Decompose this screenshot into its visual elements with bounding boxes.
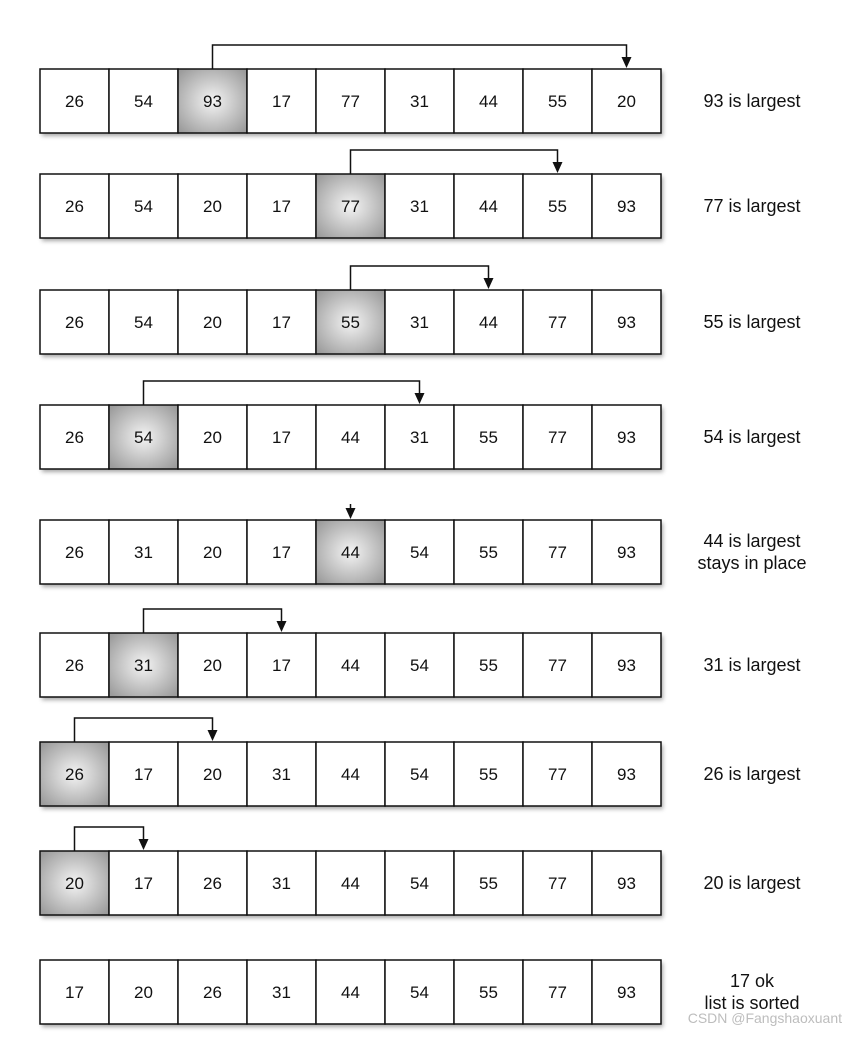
- cell-value: 31: [134, 656, 153, 675]
- swap-arrow-head: [139, 839, 149, 850]
- cell-value: 44: [479, 313, 498, 332]
- cell-value: 26: [65, 765, 84, 784]
- cell-value: 44: [341, 428, 360, 447]
- cell-value: 31: [410, 197, 429, 216]
- sort-step-row: [40, 381, 801, 469]
- cell-value: 77: [341, 197, 360, 216]
- cell-value: 55: [479, 874, 498, 893]
- cell-value: 17: [134, 874, 153, 893]
- cell-value: 26: [65, 92, 84, 111]
- cell-value: 20: [65, 874, 84, 893]
- cell-value: 93: [617, 765, 636, 784]
- cell-value: 31: [410, 92, 429, 111]
- cell-value: 26: [203, 874, 222, 893]
- cell-value: 26: [65, 428, 84, 447]
- step-caption: 44 is largest: [703, 531, 801, 551]
- swap-arrow-head: [622, 57, 632, 68]
- cell-value: 93: [617, 197, 636, 216]
- swap-arrow-line: [75, 718, 213, 742]
- sort-step-row: [40, 827, 801, 915]
- cell-value: 20: [203, 428, 222, 447]
- step-caption: 54 is largest: [703, 427, 801, 447]
- cell-value: 44: [341, 983, 360, 1002]
- swap-arrow-line: [144, 609, 282, 633]
- cell-value: 54: [134, 197, 153, 216]
- cell-value: 93: [617, 313, 636, 332]
- sort-step-row: [40, 960, 800, 1024]
- cell-value: 17: [272, 313, 291, 332]
- cell-value: 20: [203, 543, 222, 562]
- cell-value: 26: [203, 983, 222, 1002]
- cell-value: 54: [410, 656, 429, 675]
- cell-value: 55: [479, 765, 498, 784]
- cell-value: 77: [341, 92, 360, 111]
- cell-value: 31: [134, 543, 153, 562]
- cell-value: 20: [134, 983, 153, 1002]
- step-caption: 31 is largest: [703, 655, 801, 675]
- cell-value: 20: [617, 92, 636, 111]
- swap-arrow-line: [144, 381, 420, 405]
- cell-value: 44: [341, 543, 360, 562]
- cell-value: 17: [272, 197, 291, 216]
- cell-value: 93: [617, 874, 636, 893]
- cell-value: 20: [203, 765, 222, 784]
- swap-arrow-line: [351, 150, 558, 174]
- cell-value: 93: [617, 543, 636, 562]
- swap-arrow-line: [213, 45, 627, 69]
- cell-value: 17: [272, 543, 291, 562]
- cell-value: 20: [203, 656, 222, 675]
- cell-value: 77: [548, 656, 567, 675]
- cell-value: 31: [410, 313, 429, 332]
- cell-value: 20: [203, 197, 222, 216]
- swap-arrow-head: [415, 393, 425, 404]
- cell-value: 54: [134, 92, 153, 111]
- cell-value: 55: [548, 197, 567, 216]
- cell-value: 44: [341, 656, 360, 675]
- sort-step-row: [40, 504, 807, 584]
- cell-value: 44: [341, 765, 360, 784]
- cell-value: 26: [65, 543, 84, 562]
- cell-value: 55: [341, 313, 360, 332]
- cell-value: 26: [65, 656, 84, 675]
- cell-value: 31: [272, 765, 291, 784]
- cell-value: 55: [479, 428, 498, 447]
- cell-value: 17: [134, 765, 153, 784]
- cell-value: 54: [134, 428, 153, 447]
- cell-value: 44: [479, 197, 498, 216]
- cell-value: 93: [203, 92, 222, 111]
- cell-value: 44: [341, 874, 360, 893]
- cell-value: 17: [65, 983, 84, 1002]
- step-caption: 93 is largest: [703, 91, 801, 111]
- cell-value: 55: [479, 656, 498, 675]
- cell-value: 77: [548, 765, 567, 784]
- cell-value: 77: [548, 874, 567, 893]
- cell-value: 20: [203, 313, 222, 332]
- cell-value: 17: [272, 92, 291, 111]
- cell-value: 54: [410, 874, 429, 893]
- sort-step-row: [40, 609, 801, 697]
- swap-arrow-line: [351, 266, 489, 290]
- stay-arrow-head: [346, 508, 356, 519]
- sort-step-row: [40, 45, 801, 133]
- sort-step-row: [40, 718, 801, 806]
- cell-value: 17: [272, 656, 291, 675]
- cell-value: 54: [410, 543, 429, 562]
- cell-value: 31: [272, 983, 291, 1002]
- step-caption: list is sorted: [704, 993, 800, 1013]
- cell-value: 26: [65, 313, 84, 332]
- cell-value: 77: [548, 543, 567, 562]
- step-caption: 55 is largest: [703, 312, 801, 332]
- cell-value: 77: [548, 428, 567, 447]
- swap-arrow-line: [75, 827, 144, 851]
- cell-value: 44: [479, 92, 498, 111]
- cell-value: 54: [410, 765, 429, 784]
- cell-value: 77: [548, 313, 567, 332]
- cell-value: 31: [272, 874, 291, 893]
- cell-value: 77: [548, 983, 567, 1002]
- step-caption: 17 ok: [729, 971, 775, 991]
- step-caption: 20 is largest: [703, 873, 801, 893]
- step-caption: 77 is largest: [703, 196, 801, 216]
- step-caption: 26 is largest: [703, 764, 801, 784]
- watermark: CSDN @Fangshaoxuant: [687, 1010, 842, 1026]
- sort-step-row: [40, 150, 801, 238]
- swap-arrow-head: [208, 730, 218, 741]
- swap-arrow-head: [277, 621, 287, 632]
- swap-arrow-head: [484, 278, 494, 289]
- cell-value: 93: [617, 656, 636, 675]
- step-caption: stays in place: [697, 553, 807, 573]
- cell-value: 55: [479, 543, 498, 562]
- sort-step-row: [40, 266, 801, 354]
- cell-value: 54: [410, 983, 429, 1002]
- cell-value: 93: [617, 428, 636, 447]
- swap-arrow-head: [553, 162, 563, 173]
- cell-value: 31: [410, 428, 429, 447]
- cell-value: 26: [65, 197, 84, 216]
- cell-value: 55: [548, 92, 567, 111]
- cell-value: 17: [272, 428, 291, 447]
- cell-value: 55: [479, 983, 498, 1002]
- cell-value: 93: [617, 983, 636, 1002]
- cell-value: 54: [134, 313, 153, 332]
